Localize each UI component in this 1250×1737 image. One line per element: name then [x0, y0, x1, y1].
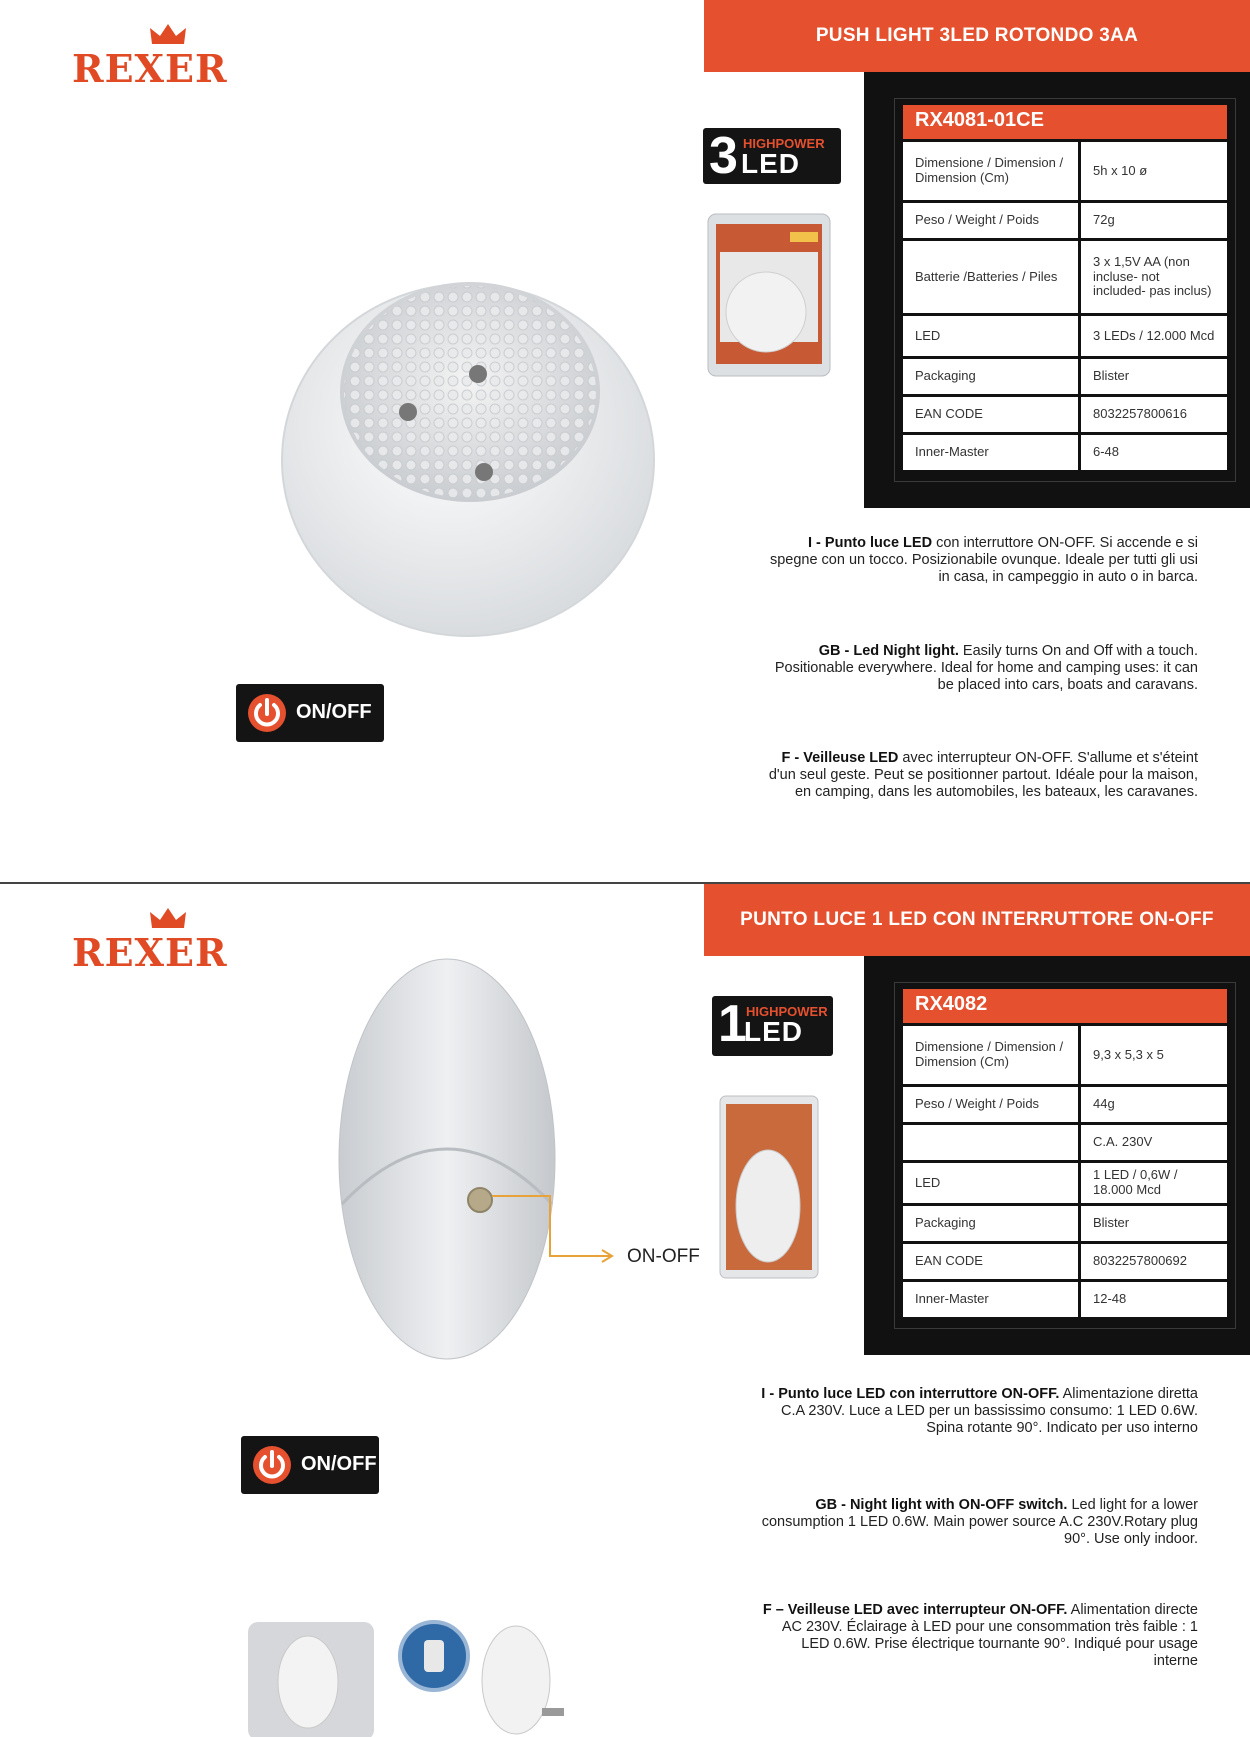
spec-value: 8032257800692: [1081, 1244, 1227, 1279]
led-count: 1: [718, 995, 747, 1053]
power-icon: [246, 692, 288, 734]
spec-value: 5h x 10 ø: [1081, 142, 1227, 200]
description-lead: F - Veilleuse LED: [781, 750, 899, 766]
spec-table: [903, 1023, 1227, 1320]
spec-value: C.A. 230V: [1081, 1125, 1227, 1160]
spec-label: Inner-Master: [903, 1282, 1081, 1317]
callout-arrow: [480, 1188, 620, 1268]
spec-label: Packaging: [903, 359, 1081, 394]
onoff-label: ON/OFF: [301, 1453, 377, 1475]
spec-label: Packaging: [903, 1206, 1081, 1241]
table-row: [903, 1206, 1227, 1241]
product-title: PUNTO LUCE 1 LED CON INTERRUTTORE ON-OFF: [704, 884, 1250, 956]
description-text: Alimentation directe AC 230V. Éclairage à LED pour une consommation très faible : 1 LED 0.6W. Prise électrique tournante 90°. Indiqué pour usage interne: [781, 1602, 1198, 1669]
rexer-logo: [72, 906, 252, 976]
spec-label: Batterie /Batteries / Piles: [903, 241, 1081, 313]
spec-box: [894, 98, 1236, 482]
spec-label: LED: [903, 1163, 1081, 1203]
highpower-led-badge: [712, 996, 833, 1056]
table-row: [903, 1163, 1227, 1203]
spec-label: Peso / Weight / Poids: [903, 203, 1081, 238]
spec-label: Inner-Master: [903, 435, 1081, 470]
table-row: [903, 397, 1227, 432]
table-row: [903, 435, 1227, 470]
led-label: LED: [744, 1016, 803, 1047]
spec-label: EAN CODE: [903, 1244, 1081, 1279]
table-row: [903, 1244, 1227, 1279]
spec-panel: [864, 956, 1250, 1355]
spec-label: LED: [903, 316, 1081, 356]
spec-value: 44g: [1081, 1087, 1227, 1122]
spec-value: 9,3 x 5,3 x 5: [1081, 1026, 1227, 1084]
table-row: [903, 1282, 1227, 1317]
onoff-callout-label: ON-OFF: [627, 1246, 700, 1267]
description-gb: [758, 643, 1198, 694]
onoff-badge: [236, 684, 384, 742]
product-title: PUSH LIGHT 3LED ROTONDO 3AA: [704, 0, 1250, 72]
logo-text: REXER: [72, 46, 228, 91]
crown-icon: [148, 22, 188, 48]
rexer-logo: [72, 22, 252, 92]
spec-value: 72g: [1081, 203, 1227, 238]
onoff-badge: [241, 1436, 379, 1494]
spec-table: [903, 139, 1227, 473]
spec-value: Blister: [1081, 1206, 1227, 1241]
table-row: [903, 241, 1227, 313]
spec-value: 6-48: [1081, 435, 1227, 470]
spec-value: 8032257800616: [1081, 397, 1227, 432]
table-row: [903, 1125, 1227, 1160]
spec-value: 12-48: [1081, 1282, 1227, 1317]
spec-label: [903, 1125, 1081, 1160]
description-text: Led light for a lower consumption 1 LED 0.6W. Main power source A.C 230V.Rotary plug 90°. Use only indoor.: [761, 1497, 1198, 1547]
night-light-photo: [334, 954, 560, 1364]
onoff-label: ON/OFF: [296, 701, 372, 723]
description-it: [758, 1386, 1198, 1437]
description-fr: [758, 1602, 1198, 1670]
spec-label: EAN CODE: [903, 397, 1081, 432]
table-row: [903, 316, 1227, 356]
table-row: [903, 142, 1227, 200]
table-row: [903, 1026, 1227, 1084]
spec-value: 3 LEDs / 12.000 Mcd: [1081, 316, 1227, 356]
description-text: con interruttore ON-OFF. Si accende e si spegne con un tocco. Posizionabile ovunque. Ideale per tutti gli usi in casa, in campeggio in auto o in barca.: [769, 535, 1198, 585]
spec-value: Blister: [1081, 359, 1227, 394]
spec-value: 1 LED / 0,6W / 18.000 Mcd: [1081, 1163, 1227, 1203]
description-gb: [758, 1497, 1198, 1548]
description-text: avec interrupteur ON-OFF. S'allume et s'éteint d'un seul geste. Peut se positionner partout. Idéale pour la maison, en camping, dans les automobiles, les bateaux, les caravanes.: [768, 750, 1198, 800]
table-row: [903, 1087, 1227, 1122]
highpower-led-badge: [703, 128, 841, 184]
table-row: [903, 203, 1227, 238]
description-lead: GB - Night light with ON-OFF switch.: [815, 1497, 1068, 1513]
blister-package-photo: [718, 1094, 820, 1280]
product-code: RX4082: [903, 989, 1227, 1023]
rotary-plug-photos: [246, 1604, 576, 1737]
highpower-label: HIGHPOWER: [743, 136, 825, 151]
table-row: [903, 359, 1227, 394]
highpower-label: HIGHPOWER: [746, 1004, 828, 1019]
spec-label: Dimensione / Dimension / Dimension (Cm): [903, 1026, 1081, 1084]
logo-text: REXER: [72, 930, 228, 975]
description-it: [758, 535, 1198, 586]
led-count: 3: [709, 127, 738, 185]
spec-label: Dimensione / Dimension / Dimension (Cm): [903, 142, 1081, 200]
product-code: RX4081-01CE: [903, 105, 1227, 139]
push-light-photo: [278, 262, 658, 642]
description-fr: [758, 750, 1198, 801]
product-section-rx4082: [0, 884, 1250, 1737]
description-lead: I - Punto luce LED con interruttore ON-OFF.: [761, 1386, 1060, 1402]
description-text: Easily turns On and Off with a touch. Positionable everywhere. Ideal for home and camping uses: it can be placed into cars, boats and caravans.: [774, 643, 1198, 693]
description-lead: I - Punto luce LED: [808, 535, 933, 551]
crown-icon: [148, 906, 188, 932]
blister-package-photo: [706, 212, 832, 378]
led-label: LED: [741, 148, 800, 179]
spec-value: 3 x 1,5V AA (non incluse- not included- pas inclus): [1081, 241, 1227, 313]
spec-box: [894, 982, 1236, 1329]
description-text: Alimentazione diretta C.A 230V. Luce a LED per un bassissimo consumo: 1 LED 0.6W. Spina rotante 90°. Indicato per uso interno: [781, 1386, 1198, 1436]
power-icon: [251, 1444, 293, 1486]
spec-panel: [864, 72, 1250, 508]
spec-label: Peso / Weight / Poids: [903, 1087, 1081, 1122]
description-lead: GB - Led Night light.: [818, 643, 959, 659]
description-lead: F – Veilleuse LED avec interrupteur ON-OFF.: [762, 1602, 1068, 1618]
